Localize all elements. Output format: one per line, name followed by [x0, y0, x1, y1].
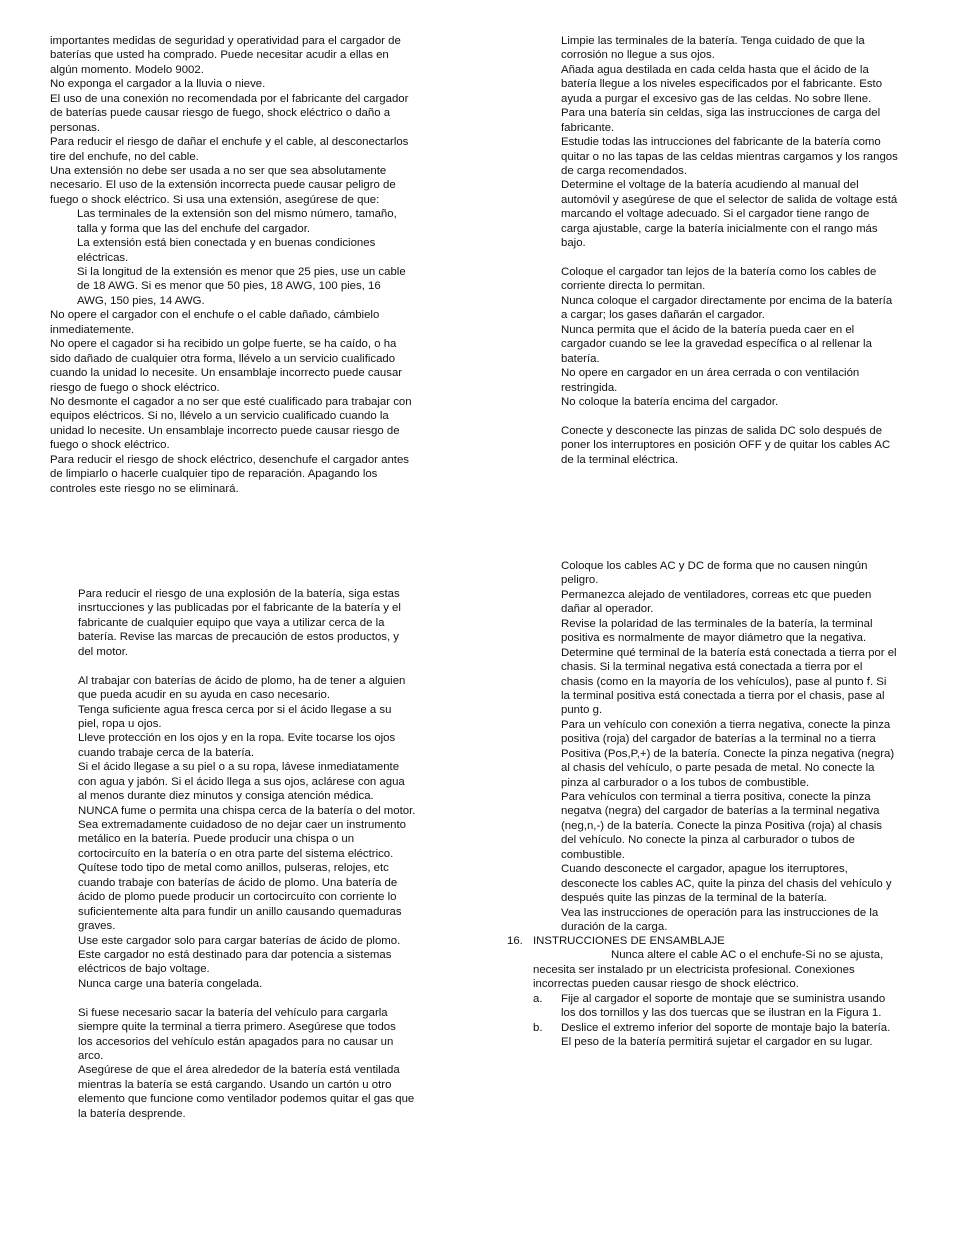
text-line: que pueda acudir en su ayuda en caso necesario. [78, 689, 331, 702]
text-line: arco. [78, 1050, 104, 1062]
text-line: insrtucciones y las publicadas por el fabricante de la batería y el [78, 602, 401, 615]
text-line: de limpiarlo o hacerle cualquier tipo de reparación. Apagando los [50, 468, 378, 481]
text-line: sido dañado de cualquier otra forma, llévelo a un servicio cualificado [50, 352, 396, 365]
text-line: suficientemente alta para fundir un anillo causando quemaduras [78, 905, 402, 918]
text-line: al menos durante diez minutos y consiga atención médica. [78, 790, 374, 803]
left-bottom-column [78, 587, 415, 1121]
assembly-number: 16. [507, 935, 523, 947]
text-line: Nunca carge una batería congelada. [78, 977, 263, 990]
text-line: automóvil y asegúrese de que el selector de salida de voltage está [561, 193, 898, 206]
text-line: restringida. [561, 381, 618, 394]
text-line: peligro. [561, 574, 599, 587]
text-line: Determine qué terminal de la batería está conectada a tierra por el [561, 646, 897, 659]
text-line: (neg,n,-) de la batería. Conecte la pinza Positiva (roja) al chasis [561, 819, 882, 832]
text-line: importantes medidas de seguridad y operatividad para el cargador de [50, 35, 401, 47]
step-label: a. [533, 992, 543, 1005]
text-line: piel, ropa u ojos. [78, 717, 162, 730]
text-line: marcando el voltage adecuado. Si el cargador tiene rango de [561, 208, 870, 221]
text-line: controles este riesgo no se eliminará. [50, 482, 239, 495]
text-line: punto g. [561, 704, 603, 717]
text-line: Al trabajar con baterías de ácido de plomo, ha de tener a alguien [78, 674, 406, 687]
text-line: de baterías puede causar riesgo de fuego, shock eléctrico o daño a [50, 107, 391, 120]
text-line: los accesorios del vehículo están apagados para no causar un [78, 1035, 394, 1048]
text-line: cuando trabaje cerca de la batería. [78, 746, 255, 759]
text-line: Para reducir el riesgo de una explosión de la batería, siga estas [78, 588, 400, 600]
text-line: cargador cuando se lee la gravedad específica o al rellenar la [561, 338, 872, 351]
text-line: Positiva (Pos,P,+) de la batería. Conecte la pinza negativa (negra) [561, 747, 895, 760]
text-line: equipos eléctricos. Si no, llévelo a un servicio cualificado cuando la [50, 410, 389, 423]
assembly-step-a [507, 992, 947, 1006]
right-bottom-column [561, 559, 897, 934]
text-line: fuego o shock eléctrico. [50, 439, 170, 452]
blank-line [561, 409, 898, 423]
text-line: Coloque el cargador tan lejos de la batería como los cables de [561, 266, 877, 278]
text-line: Limpie las terminales de la batería. Tenga cuidado de que la [561, 35, 865, 47]
text-line: Nunca permita que el ácido de la batería pueda caer en el [561, 323, 855, 336]
text-line: cortocircuíto en la batería o en otra parte del sistema eléctrico. [78, 847, 394, 860]
text-line: negatva (negra) del cargador de baterías a la terminal negativa [561, 805, 880, 818]
text-line: Sea extremadamente cuidadoso de no dejar caer un instrumento [78, 819, 406, 831]
text-line: duración de la carga. [561, 920, 668, 933]
text-line: poner los interruptores en posición OFF y de quitar los cables AC [561, 439, 891, 452]
step-text: los dos tornillos y las dos tuercas que se ilustran en la Figura 1. [561, 1007, 882, 1020]
text-line: AWG, 150 pies, 14 AWG. [77, 294, 205, 307]
text-line: No opere en cargador en un área cerrada o con ventilación [561, 367, 860, 380]
text-line: corrosión no llegue a sus ojos. [561, 49, 715, 62]
text-line: cuando la unidad lo necesite. Un ensamblaje incorrecto puede causar [50, 367, 403, 380]
text-line: después quite las pinzas de la terminal de la batería. [561, 892, 827, 905]
text-line: Añada agua destilada en cada celda hasta que el ácido de la [561, 63, 869, 76]
text-line: elemento que funcione como ventilador podemos quitar el gas que [78, 1093, 415, 1106]
text-line: Para una batería sin celdas, siga las instrucciones de carga del [561, 107, 881, 120]
text-line: Revise la polaridad de las terminales de la batería, la terminal [561, 617, 873, 630]
text-line: del vehículo. No conecte la pinza al carburador o tubos de [561, 834, 855, 847]
text-line: bajo. [561, 237, 586, 250]
text-line: La extensión está bien conectada y en buenas condiciones [77, 237, 376, 250]
assembly-warning-line: incorrectas pueden causar riesgo de shock eléctrico. [533, 978, 799, 991]
text-line: Vea las instrucciones de operación para las instrucciones de la [561, 906, 879, 919]
text-line: al chasis del vehículo, o parte pesada de metal. No conecte la [561, 762, 875, 775]
text-line: fabricante. [561, 121, 615, 134]
assembly-warning-line: Nunca altere el cable AC o el enchufe-Si no se ajusta, [611, 949, 884, 962]
text-line: chasis. Si la terminal negativa está conectada a tierra por el [561, 661, 863, 674]
text-line: Si la longitud de la extensión es menor que 25 pies, use un cable [77, 266, 406, 278]
text-line: algún momento. Modelo 9002. [50, 63, 204, 76]
assembly-step-b [507, 1021, 947, 1035]
text-line: El uso de una conexión no recomendada por el fabricante del cargador [50, 92, 409, 105]
step-text: El peso de la batería permitirá sujetar el cargador en su lugar. [561, 1036, 873, 1049]
blank-line [78, 659, 415, 673]
text-line: corriente directa lo permitan. [561, 280, 706, 293]
text-line: personas. [50, 121, 101, 134]
text-line: Permanezca alejado de ventiladores, correas etc que pueden [561, 588, 872, 601]
text-line: positiva es normalmente de mayor diámetro que la negativa. [561, 632, 867, 645]
text-line: pinza al carburador o a los tubos de combustible. [561, 776, 810, 789]
text-line: eléctricos de bajo voltage. [78, 963, 210, 976]
assembly-warning-line: necesita ser instalado pr un electricista profesional. Conexiones [533, 963, 855, 976]
text-line: Para vehículos con terminal a tierra positiva, conecte la pinza [561, 791, 871, 803]
text-line: fuego o shock eléctrico. Si usa una extensión, asegúrese de que: [50, 193, 380, 206]
text-line: cuando trabaje con baterías de ácido de plomo. Una batería de [78, 876, 398, 889]
text-line: quitar o no las tapas de las celdas mientras cargamos y los rangos [561, 150, 898, 163]
text-line: a cargar; los gases dañarán el cargador. [561, 309, 765, 322]
text-line: la batería desprende. [78, 1107, 186, 1120]
text-line: NUNCA fume o permita una chispa cerca de la batería o del motor. [78, 804, 416, 817]
text-line: de 18 AWG. Si es menor que 50 pies, 18 AWG, 100 pies, 16 [77, 280, 381, 293]
right-top-column [561, 34, 898, 467]
blank-line [561, 251, 898, 265]
text-line: batería. [561, 352, 600, 365]
text-line: fabricante de cualquier equipo que vaya a utilizar cerca de la [78, 616, 385, 629]
text-line: No desmonte el cagador a no ser que esté cualificado para trabajar con [50, 395, 412, 408]
text-line: Determine el voltage de la batería acudiendo al manual del [561, 179, 859, 192]
text-line: Nunca coloque el cargador directamente por encima de la batería [561, 294, 893, 307]
text-line: tire del enchufe, no del cable. [50, 150, 199, 163]
text-line: ayuda a purgar el excesivo gas de las celdas. No sobre llene. [561, 92, 872, 105]
text-line: graves. [78, 920, 116, 933]
text-line: Una extensión no debe ser usada a no ser que sea absolutamente [50, 164, 387, 177]
text-line: talla y forma que las del enchufe del cargador. [77, 222, 311, 235]
text-line: metálico en la batería. Puede producir una chispa o un [78, 833, 355, 846]
text-line: la terminal positiva está conectada a tierra por el chasis, pase al [561, 689, 885, 702]
text-line: de carga recomendados. [561, 164, 688, 177]
text-line: Si el ácido llegase a su piel o a su ropa, lávese inmediatamente [78, 761, 400, 774]
text-line: Para un vehículo con conexión a tierra negativa, conecte la pinza [561, 718, 891, 731]
text-line: No opere el cagador si ha recibido un golpe fuerte, se ha caído, o ha [50, 338, 397, 351]
assembly-heading-line [507, 934, 947, 948]
text-line: con agua y jabón. Si el ácido llega a sus ojos, aclárese con agua [78, 775, 405, 788]
text-line: Tenga suficiente agua fresca cerca por si el ácido llegase a su [78, 703, 392, 716]
step-label: b. [533, 1021, 543, 1034]
text-line: Use este cargador solo para cargar baterías de ácido de plomo. [78, 934, 401, 947]
text-line: Estudie todas las intrucciones del fabricante de la batería como [561, 136, 881, 149]
step-text: Fije al cargador el soporte de montaje que se suministra usando [561, 992, 886, 1005]
text-line: dañar al operador. [561, 603, 654, 616]
text-line: Si fuese necesario sacar la batería del vehículo para cargarla [78, 1006, 388, 1019]
left-top-column [50, 34, 412, 496]
text-line: Coloque los cables AC y DC de forma que no causen ningún [561, 560, 868, 572]
text-line: eléctricas. [77, 251, 129, 264]
assembly-section [507, 934, 947, 1050]
text-line: No exponga el cargador a la lluvia o nieve. [50, 78, 266, 91]
text-line: siempre quite la terminal a tierra primero. Asegúrese que todos [78, 1021, 396, 1034]
text-line: Las terminales de la extensión son del mismo número, tamaño, [77, 208, 397, 221]
text-line: batería llegue a los niveles especificados por el fabricante. Esto [561, 78, 883, 91]
text-line: combustible. [561, 848, 625, 861]
text-line: Cuando desconecte el cargador, apague los iterruptores, [561, 863, 848, 876]
text-line: inmediatemente. [50, 323, 135, 336]
text-line: necesario. El uso de la extensión incorrecta puede causar peligro de [50, 179, 396, 192]
text-line: ácido de plomo puede producir un cortocircuíto con corriente lo [78, 891, 397, 904]
text-line: No coloque la batería encima del cargador. [561, 395, 779, 408]
text-line: No opere el cargador con el enchufe o el cable dañado, cámbielo [50, 309, 380, 322]
text-line: baterías que usted ha comprado. Puede necesitar acudir a ellas en [50, 49, 389, 62]
text-line: Este cargador no está destinado para dar potencia a sistemas [78, 948, 392, 961]
text-line: riesgo de fuego o shock eléctrico. [50, 381, 220, 394]
text-line: Conecte y desconecte las pinzas de salida DC solo después de [561, 424, 883, 437]
text-line: desconecte los cables AC, quite la pinza del chasis del vehículo y [561, 877, 892, 890]
text-line: batería. Revise las marcas de precaución de estos productos, y [78, 631, 400, 644]
text-line: de la terminal eléctrica. [561, 453, 679, 466]
text-line: Para reducir el riesgo de dañar el enchufe y el cable, al desconectarlos [50, 136, 409, 149]
text-line: Quítese todo tipo de metal como anillos, pulseras, relojes, etc [78, 862, 389, 875]
text-line: Para reducir el riesgo de shock eléctrico, desenchufe el cargador antes [50, 453, 410, 466]
text-line: chasis (como en la mayoría de los vehículos), pase al punto f. Si [561, 675, 887, 688]
text-line: Lleve protección en los ojos y en la ropa. Evite tocarse los ojos [78, 732, 396, 745]
assembly-heading: INSTRUCCIONES DE ENSAMBLAJE [533, 935, 725, 947]
text-line: carga ajustable, carge la batería inicialmente con el rango más [561, 222, 878, 235]
text-line: Asegúrese de que el área alrededor de la batería está ventilada [78, 1064, 400, 1077]
blank-line [78, 991, 415, 1005]
text-line: unidad lo necesite. Un ensamblaje incorrecto puede causar riesgo de [50, 424, 400, 437]
text-line: mientras la batería se está cargando. Usando un cartón u otro [78, 1078, 392, 1091]
step-text: Deslice el extremo inferior del soporte de montaje bajo la batería. [561, 1021, 891, 1034]
text-line: del motor. [78, 645, 129, 658]
text-line: positiva (roja) del cargador de baterías a la terminal no a tierra [561, 733, 876, 746]
